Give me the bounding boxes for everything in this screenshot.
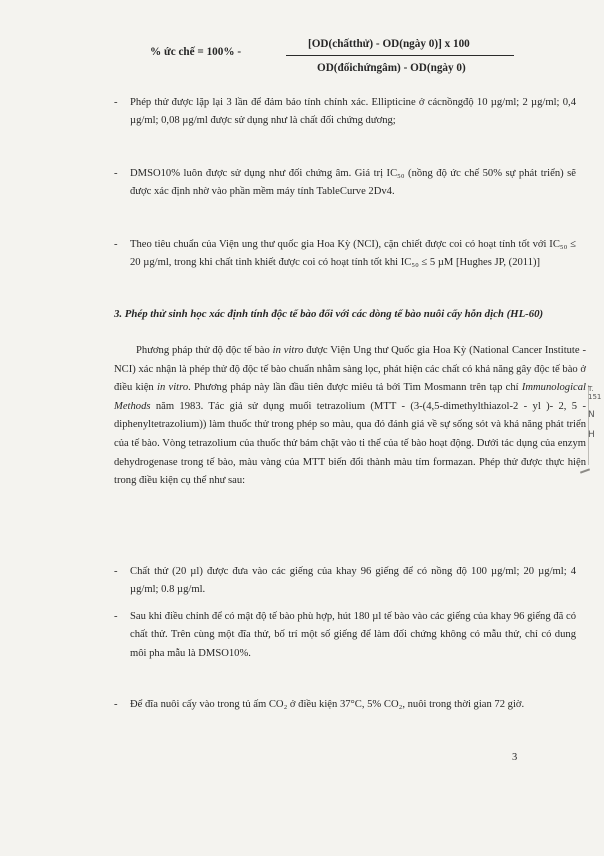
paragraph-text: được Viện Ung thư Quốc gia Hoa Kỳ (National Cancer Institute - NCI) xác nhận là phép thử độ độc tế bào chuẩn nhằm sàng lọc, phát hiện các chất có khả năng gây độc tế bào ở điều kiện — [114, 345, 586, 394]
italic-term: in vitro — [157, 382, 189, 394]
margin-stamp-text: H — [588, 430, 595, 440]
bullet-dash: - — [114, 611, 118, 622]
list-item-text: Sau khi điều chỉnh để có mật độ tế bào phù hợp, hút 180 µl tế bào vào các giếng của khay 96 giếng đã có chất thử. Trên cùng một đĩa thử, bố trí một số giếng để làm đối chứng không có mẫu thử, chỉ có dung môi pha mẫu là DMSO10%. — [130, 611, 576, 659]
journal-name: Immunological Methods — [114, 382, 586, 412]
formula-denominator: OD(đốichứngâm) - OD(ngày 0) — [317, 62, 466, 74]
paragraph-text: . Phương pháp này lần đầu tiên được miêu tả bởi Tim Mosmann trên tạp chí — [188, 382, 522, 394]
list-item-text: Phép thử được lặp lại 3 lần để đảm bảo tính chính xác. Ellipticine ở cácnồngđộ 10 µg/ml; 2 µg/ml; 0,4 µg/ml; 0,08 µg/ml được sử dụng như là chất đối chứng dương; — [130, 97, 576, 127]
paragraph-text: Phương pháp thử độ độc tế bào — [136, 345, 273, 356]
bullet-dash: - — [114, 239, 118, 250]
page-number: 3 — [512, 752, 518, 763]
body-paragraph — [114, 342, 586, 491]
fraction-bar — [286, 55, 514, 56]
italic-term: in vitro — [272, 345, 304, 356]
bullet-dash: - — [114, 566, 118, 577]
paragraph-text: năm 1983. Tác giả sử dụng muối tetrazolium (MTT - (3-(4,5-dimethylthiazol-2 - yl )- 2, 5 - diphenyltetrazolium)) làm thuốc thử trong phép so màu, qua đó đánh giá về sự sống sót và khả năng phát triển của tế bào. Vòng tetrazolium của thuốc thử bám chặt vào ti thể của tế bào hoạt động. Dưới tác dụng của enzym dehydrogenase trong tế bào, màu vàng của MTT biến đổi thành màu tím formazan. Phép thử được thực hiện trong điều kiện cụ thể như sau: — [114, 400, 586, 487]
bullet-dash: - — [114, 168, 118, 179]
section-heading: 3. Phép thử sinh học xác định tính độc tế bào đối với các dòng tế bào nuôi cấy hỗn dịch (HL-60) — [114, 308, 544, 320]
list-item-text: Chất thử (20 µl) được đưa vào các giếng của khay 96 giếng để có nồng độ 100 µg/ml; 20 µg/ml; 4 µg/ml; 0.8 µg/ml. — [130, 566, 576, 596]
list-item-text: Theo tiêu chuẩn của Viện ung thư quốc gia Hoa Kỳ (NCI), cặn chiết được coi có hoạt tính tốt với IC₅₀ ≤ 20 µg/ml, trong khi chất tinh khiết được coi có hoạt tính tốt khi IC₅₀ ≤ 5 µM [Hughes JP, (2011)] — [130, 239, 576, 269]
list-item-text: DMSO10% luôn được sử dụng như đối chứng âm. Giá trị IC₅₀ (nồng độ ức chế 50% sự phát triển) sẽ được xác định nhờ vào phần mềm máy tính TableCurve 2Dv4. — [130, 168, 576, 198]
list-item-text: Để đĩa nuôi cấy vào trong tủ ấm CO₂ ở điều kiện 37°C, 5% CO₂, nuôi trong thời gian 72 giờ. — [130, 699, 525, 710]
bullet-dash: - — [114, 699, 118, 710]
margin-stamp-text: T. 151 — [588, 385, 602, 401]
margin-stamp-text: N — [588, 410, 595, 420]
bullet-dash: - — [114, 97, 118, 108]
formula-numerator: [OD(chấtthử) - OD(ngày 0)] x 100 — [308, 38, 470, 50]
formula-lhs: % ức chế = 100% - — [150, 46, 242, 58]
